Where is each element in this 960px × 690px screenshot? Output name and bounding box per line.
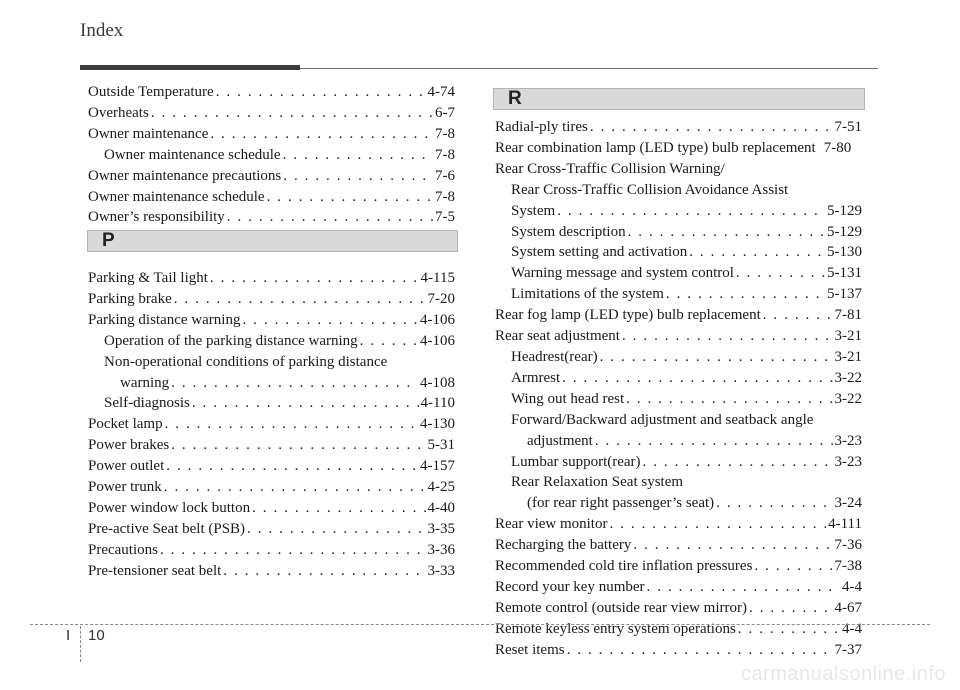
index-entry-text: Rear combination lamp (LED type) bulb replacement <box>495 139 816 156</box>
index-entry <box>88 456 455 477</box>
index-entry <box>495 535 862 556</box>
index-entry: Rear Relaxation Seat system <box>511 474 684 491</box>
index-entry <box>88 187 455 208</box>
index-entry-page: 5-31 <box>427 437 455 454</box>
dot-leader <box>216 82 426 103</box>
index-entry-text: Parking distance warning <box>88 311 241 328</box>
watermark: carmanualsonline.info <box>740 663 946 685</box>
dot-leader <box>242 310 418 331</box>
footer-vertical-rule <box>80 626 81 662</box>
index-entry-page: 4-106 <box>420 311 455 328</box>
index-entry-text: Owner maintenance precautions <box>88 167 282 184</box>
index-entry-page: 4-115 <box>420 270 455 286</box>
dot-leader <box>165 414 418 435</box>
dot-leader <box>754 556 832 577</box>
index-entry-text: Overheats <box>88 104 149 121</box>
index-entry-text: Wing out head rest <box>511 390 625 407</box>
index-entry-text: System setting and activation <box>511 244 688 261</box>
index-entry-text: Owner maintenance <box>88 125 209 142</box>
dot-leader <box>174 289 426 310</box>
index-entry-text: Remote keyless entry system operations <box>495 620 736 637</box>
index-entry <box>88 289 455 310</box>
header-rule-thin <box>300 68 878 69</box>
index-entry-page: 4-111 <box>828 516 862 533</box>
index-entry <box>88 435 455 456</box>
index-entry <box>495 514 862 535</box>
index-column-left-o <box>88 82 455 228</box>
index-entry-page: 4-40 <box>427 499 455 516</box>
index-entry-text: Pre-active Seat belt (PSB) <box>88 520 246 537</box>
dot-leader <box>749 598 833 619</box>
index-entry <box>495 640 862 661</box>
index-entry-text: Recommended cold tire inflation pressures <box>495 558 753 575</box>
index-entry-page: 4-157 <box>420 458 455 475</box>
dot-leader <box>171 435 425 456</box>
index-entry-text: Owner maintenance schedule <box>88 188 265 205</box>
index-entry <box>88 124 455 145</box>
index-entry <box>88 145 455 166</box>
index-entry-page: 5-131 <box>827 265 862 282</box>
index-entry-text: Outside Temperature <box>88 84 214 100</box>
index-entry: Rear Cross-Traffic Collision Avoidance Assist <box>511 181 789 198</box>
dot-leader <box>626 389 832 410</box>
index-entry-text: Reset items <box>495 641 565 658</box>
dot-leader <box>360 331 418 352</box>
index-entry-page: 7-81 <box>834 307 862 324</box>
index-entry-text: Operation of the parking distance warning <box>104 332 358 349</box>
index-entry <box>88 393 455 414</box>
index-entry: Rear Cross-Traffic Collision Warning/ <box>495 160 725 177</box>
index-entry-text: Record your key number <box>495 578 645 595</box>
index-entry <box>495 347 862 368</box>
index-entry-page: 3-36 <box>427 541 455 558</box>
index-entry <box>495 117 862 138</box>
index-entry-page: 3-22 <box>834 390 862 407</box>
index-entry <box>88 82 455 103</box>
index-entry <box>495 242 862 263</box>
index-entry-text: Armrest <box>511 369 561 386</box>
index-entry <box>88 498 455 519</box>
index-entry-page: 3-21 <box>834 348 862 365</box>
index-entry <box>88 414 455 435</box>
index-entry <box>495 389 862 410</box>
index-entry-page: 4-130 <box>420 416 455 433</box>
dot-leader <box>716 493 832 514</box>
index-entry-text: Remote control (outside rear view mirror) <box>495 599 747 616</box>
index-entry <box>495 452 862 473</box>
index-entry-text: Rear fog lamp (LED type) bulb replacement <box>495 307 761 324</box>
index-entry-page: 4-110 <box>420 395 455 412</box>
dot-leader <box>666 284 825 305</box>
index-entry-page: 7-8 <box>435 188 455 205</box>
index-entry <box>88 561 455 582</box>
index-entry-text: Headrest(rear) <box>511 348 598 365</box>
dot-leader <box>267 187 433 208</box>
dot-leader <box>595 431 833 452</box>
index-entry-text: Limitations of the system <box>511 286 664 303</box>
dot-leader <box>738 619 840 640</box>
index-entry-text: Power window lock button <box>88 499 251 516</box>
index-entry-text: Parking brake <box>88 290 172 307</box>
index-entry-page: 5-137 <box>827 286 862 303</box>
index-entry-page: 4-106 <box>420 332 455 349</box>
index-entry <box>495 305 862 326</box>
dot-leader <box>210 124 433 145</box>
index-entry-page: 5-129 <box>827 202 862 219</box>
dot-leader <box>622 326 833 347</box>
index-entry-page: 7-80 <box>823 139 852 156</box>
index-entry <box>88 477 455 498</box>
index-entry-page: 4-4 <box>842 578 862 595</box>
index-entry-page: 7-36 <box>834 537 862 554</box>
index-entry-text: Lumbar support(rear) <box>511 453 641 470</box>
index-entry-page: 3-21 <box>834 328 862 345</box>
dot-leader <box>590 117 833 138</box>
index-entry-page: 3-35 <box>427 520 455 537</box>
index-entry-text: warning <box>120 374 170 391</box>
footer-section-label: I <box>66 627 71 644</box>
index-entry: Non-operational conditions of parking distance <box>104 353 388 370</box>
index-entry <box>495 284 862 305</box>
dot-leader <box>164 477 426 498</box>
index-entry <box>495 222 862 243</box>
index-entry <box>88 166 455 187</box>
dot-leader <box>247 519 425 540</box>
index-entry <box>88 268 455 289</box>
index-column-left-p <box>88 268 455 582</box>
dot-leader <box>643 452 833 473</box>
dot-leader <box>192 393 419 414</box>
index-entry-page: 4-74 <box>427 84 455 100</box>
index-entry-text: Recharging the battery <box>495 537 632 554</box>
index-entry <box>88 310 455 331</box>
index-entry-page: 4-108 <box>420 374 455 391</box>
index-entry <box>495 431 862 452</box>
index-entry-text: Power trunk <box>88 479 162 496</box>
index-entry-page: 4-67 <box>834 599 862 616</box>
index-column-right-r <box>495 117 862 661</box>
section-header-r <box>493 88 865 110</box>
index-entry-page: 7-51 <box>834 119 862 135</box>
index-entry-page: 7-38 <box>834 558 862 575</box>
header-rule-thick <box>80 65 300 70</box>
index-entry <box>88 103 455 124</box>
dot-leader <box>647 577 840 598</box>
index-entry <box>495 368 862 389</box>
dot-leader <box>628 222 825 243</box>
index-entry-page: 3-22 <box>834 369 862 386</box>
index-entry <box>495 556 862 577</box>
dot-leader <box>763 305 833 326</box>
index-entry: Forward/Backward adjustment and seatback angle <box>511 411 814 428</box>
dot-leader <box>689 242 825 263</box>
index-entry-text: Power brakes <box>88 437 170 454</box>
index-entry-text: Radial-ply tires <box>495 119 588 135</box>
index-entry-text: Power outlet <box>88 458 165 475</box>
dot-leader <box>166 456 418 477</box>
dot-leader <box>283 166 433 187</box>
dot-leader <box>283 145 433 166</box>
index-entry <box>495 326 862 347</box>
index-entry-page: 7-8 <box>435 125 455 142</box>
index-entry <box>495 138 862 159</box>
index-entry-text: Warning message and system control <box>511 265 734 282</box>
section-header-p <box>87 230 458 252</box>
index-entry-text: (for rear right passenger’s seat) <box>527 495 715 512</box>
index-entry <box>495 577 862 598</box>
index-entry-page: 7-6 <box>435 167 455 184</box>
page-title: Index <box>80 20 124 41</box>
dot-leader <box>210 268 419 289</box>
index-entry-page: 7-8 <box>435 146 455 163</box>
index-entry <box>495 201 862 222</box>
dot-leader <box>160 540 426 561</box>
index-entry-page: 3-24 <box>834 495 862 512</box>
dot-leader <box>633 535 832 556</box>
index-entry-page: 5-129 <box>827 223 862 240</box>
dot-leader <box>609 514 826 535</box>
index-entry-page: 4-4 <box>842 620 862 637</box>
index-entry <box>495 598 862 619</box>
dot-leader <box>562 368 832 389</box>
index-entry-text: Pre-tensioner seat belt <box>88 562 222 579</box>
index-entry-text: Owner maintenance schedule <box>104 146 281 163</box>
index-entry-page: 3-33 <box>427 562 455 579</box>
index-entry-text: System description <box>511 223 626 240</box>
section-letter-r: R <box>508 88 522 109</box>
index-entry-text: Parking & Tail light <box>88 270 208 286</box>
index-entry <box>88 331 455 352</box>
index-entry-text: System <box>511 202 556 219</box>
index-entry-text: Self-diagnosis <box>104 395 190 412</box>
section-letter-p: P <box>102 230 115 251</box>
dot-leader <box>227 207 433 228</box>
index-entry <box>495 263 862 284</box>
dot-leader <box>223 561 425 582</box>
index-entry <box>88 519 455 540</box>
index-entry-page: 3-23 <box>834 453 862 470</box>
index-entry-page: 7-20 <box>427 290 455 307</box>
dot-leader <box>557 201 825 222</box>
index-entry-page: 4-25 <box>427 479 455 496</box>
index-entry <box>88 207 455 228</box>
index-entry <box>495 619 862 640</box>
index-entry <box>495 493 862 514</box>
index-entry-text: Precautions <box>88 541 158 558</box>
index-entry-page: 3-23 <box>834 432 862 449</box>
dot-leader <box>252 498 425 519</box>
footer-page-number: 10 <box>88 627 105 644</box>
index-entry-text: Rear seat adjustment <box>495 328 620 345</box>
index-entry <box>88 373 455 394</box>
index-entry-page: 7-37 <box>834 641 862 658</box>
index-entry-page: 7-5 <box>435 209 455 226</box>
index-entry-page: 5-130 <box>827 244 862 261</box>
dot-leader <box>151 103 433 124</box>
index-entry-text: Pocket lamp <box>88 416 163 433</box>
dot-leader <box>600 347 833 368</box>
dot-leader <box>736 263 825 284</box>
index-entry-text: Owner’s responsibility <box>88 209 225 226</box>
footer-dashed-rule <box>30 624 930 625</box>
index-entry-page: 6-7 <box>435 104 455 121</box>
index-entry-text: Rear view monitor <box>495 516 608 533</box>
index-entry-text: adjustment <box>527 432 593 449</box>
dot-leader <box>171 373 418 394</box>
dot-leader <box>567 640 833 661</box>
index-entry <box>88 540 455 561</box>
